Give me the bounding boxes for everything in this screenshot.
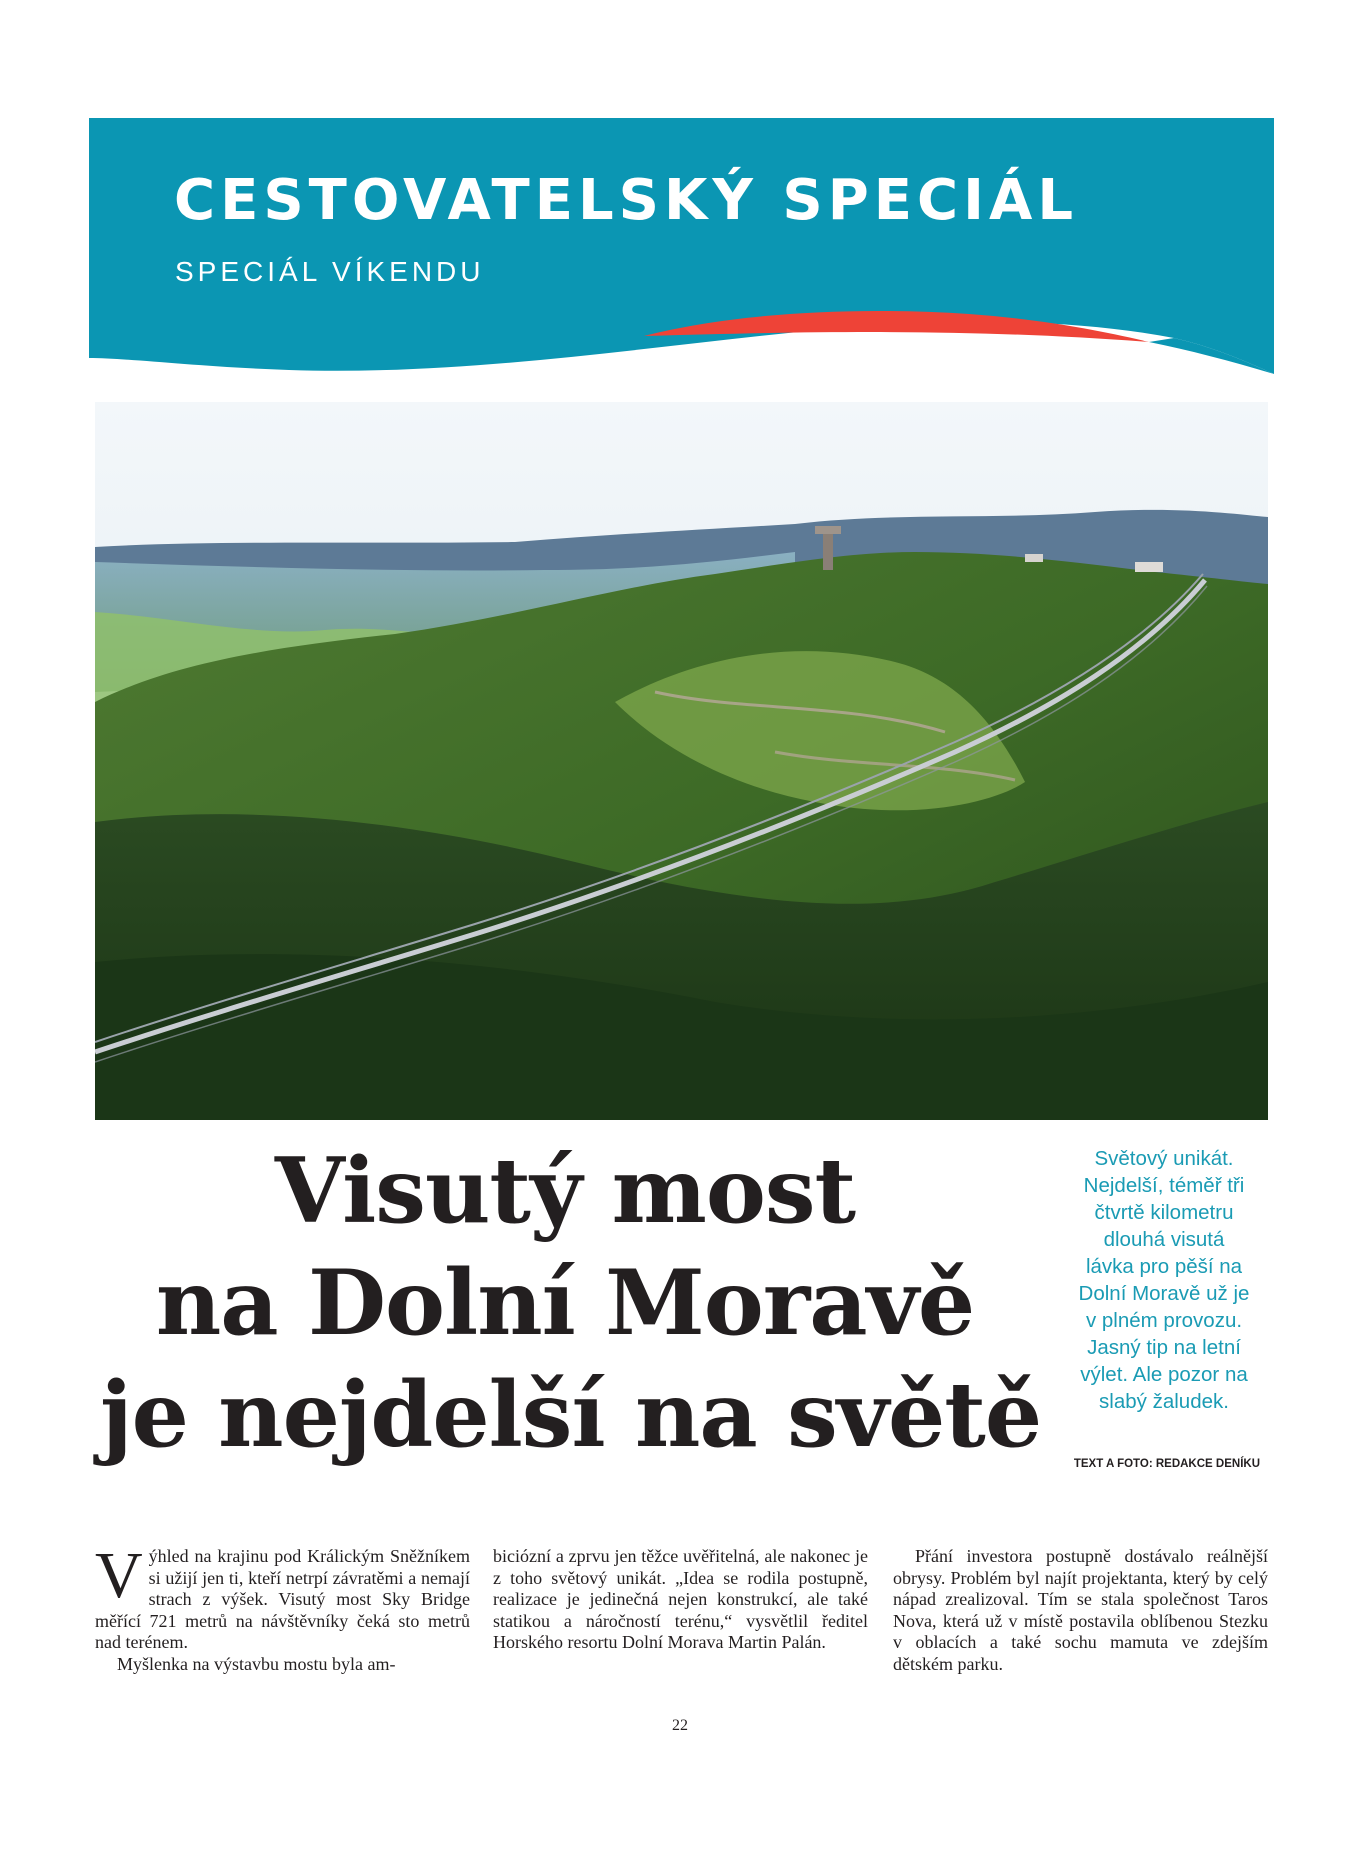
headline-line-3: je nejdelší na světě	[100, 1362, 1042, 1468]
article-paragraph: biciózní a zprvu jen těžce uvěřitelná, ale nakonec je z toho světový unikát. „Idea se rodila postupně, realizace je jedinečná nejen konstrukcí, ale také statikou a náročností terénu,“ vysvětlil ředitel Horského resortu Dolní Morava Martin Palán.	[493, 1546, 868, 1652]
article-paragraph	[95, 1539, 470, 1654]
section-subtitle: SPECIÁL VÍKENDU	[175, 256, 485, 287]
photo-caption	[1060, 1145, 1268, 1415]
section-title: CESTOVATELSKÝ SPECIÁL	[174, 168, 1079, 233]
section-header	[89, 118, 1274, 374]
caption-line: Dolní Moravě už je	[1078, 1282, 1250, 1305]
caption-line: Světový unikát.	[1094, 1147, 1234, 1170]
paragraph-text: ýhled na krajinu pod Králickým Sněžníkem si užijí jen ti, kteří netrpí závratěmi a nemají strach z výšek. Visutý most Sky Bridge měřící 721 metrů na návštěvníky čeká sto metrů nad terénem.	[95, 1546, 470, 1652]
drop-cap: V	[95, 1539, 143, 1612]
caption-line: Jasný tip na letní	[1087, 1336, 1241, 1359]
page-number: 22	[672, 1717, 688, 1734]
article-paragraph: Přání investora postupně dostávalo reálnější obrysy. Problém byl najít projektanta, který by celý nápad zrealizoval. Tím se stala společnost Taros Nova, která už v místě postavila oblíbenou Stezku v oblacích a také sochu mamuta ve zdejším dětském parku.	[893, 1546, 1268, 1674]
article-headline	[100, 1135, 1042, 1471]
landscape-illustration	[95, 402, 1268, 1120]
article-column-3	[893, 1546, 1268, 1675]
caption-line: čtvrtě kilometru	[1094, 1201, 1234, 1224]
author-credit: TEXT A FOTO: REDAKCE DENÍKU	[1073, 1458, 1260, 1470]
article-column-1	[95, 1539, 470, 1675]
headline-line-1: Visutý most	[274, 1138, 856, 1244]
mountain-hut	[1025, 554, 1043, 562]
caption-line: dlouhá visutá	[1103, 1228, 1225, 1251]
summit-building	[1135, 562, 1163, 572]
article-paragraph: Myšlenka na výstavbu mostu byla am-	[117, 1653, 396, 1674]
caption-line: lávka pro pěší na	[1085, 1255, 1243, 1278]
caption-line: výlet. Ale pozor na	[1080, 1363, 1248, 1386]
sky-bridge-photo	[95, 402, 1268, 1120]
article-column-2	[493, 1546, 868, 1654]
tower-top	[815, 526, 841, 534]
header-wave-band	[89, 118, 1274, 374]
headline-line-2: na Dolní Moravě	[155, 1250, 975, 1356]
caption-line: Nejdelší, téměř tři	[1083, 1174, 1245, 1197]
caption-line: v plném provozu.	[1085, 1309, 1243, 1332]
observation-tower	[823, 530, 833, 570]
caption-line: slabý žaludek.	[1099, 1390, 1229, 1413]
